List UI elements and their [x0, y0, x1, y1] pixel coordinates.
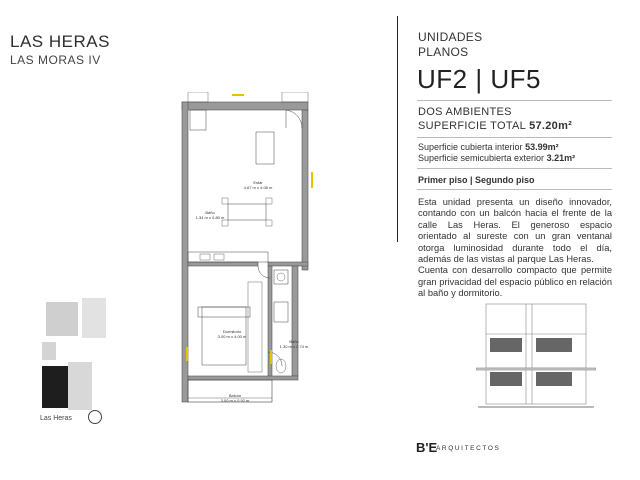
floor-plan [178, 92, 328, 412]
unit-type: DOS AMBIENTES [418, 106, 512, 118]
room-label-bano-2: Baño 1.30 m x 2.74 m [279, 339, 309, 349]
description: Esta unidad presenta un diseño innovador, contando con un balcón hacia el frente de la calle Las Heras. El generoso espacio orientado al sureste con un gran ventanal otorga luminosidad durante todo el día, además de las vistas al parque Las Heras. Cuenta con desarrollo compacto que permite gran privacidad del espacio público en relación al baño y dormitorio. [418, 197, 612, 299]
room-label-estar: Estar 4.67 m x 4.08 m [243, 180, 273, 190]
section-sublabel: PLANOS [418, 45, 469, 59]
facade-drawing [476, 298, 596, 410]
logo-text: ARQUITECTOS [436, 445, 501, 452]
section-label: UNIDADES [418, 30, 483, 44]
semicovered-area: Superficie semicubierta exterior 3.21m² [418, 153, 576, 163]
map-label: Las Heras [40, 415, 72, 422]
project-title: LAS HERAS [10, 32, 110, 51]
room-label-balcon: Balcón 3.00 m x 0.92 m [220, 393, 250, 403]
north-arrow-icon [88, 410, 102, 424]
divider [397, 16, 398, 242]
location-map [38, 296, 108, 414]
rule [417, 168, 612, 169]
room-label-bano-1: Baño 1.34 m x 0.80 m [195, 210, 225, 220]
total-area: SUPERFICIE TOTAL 57.20m² [418, 120, 573, 132]
covered-area: Superficie cubierta interior 53.99m² [418, 142, 559, 152]
project-subtitle: LAS MORAS IV [10, 53, 101, 67]
room-label-dormitorio: Dormitorio 3.00 m x 4.00 m [217, 329, 247, 339]
floors-label: Primer piso | Segundo piso [418, 175, 535, 185]
rule [417, 100, 612, 101]
rule [417, 189, 612, 190]
rule [417, 137, 612, 138]
unit-title: UF2 | UF5 [417, 64, 541, 94]
logo-mark: B'E [416, 440, 438, 455]
